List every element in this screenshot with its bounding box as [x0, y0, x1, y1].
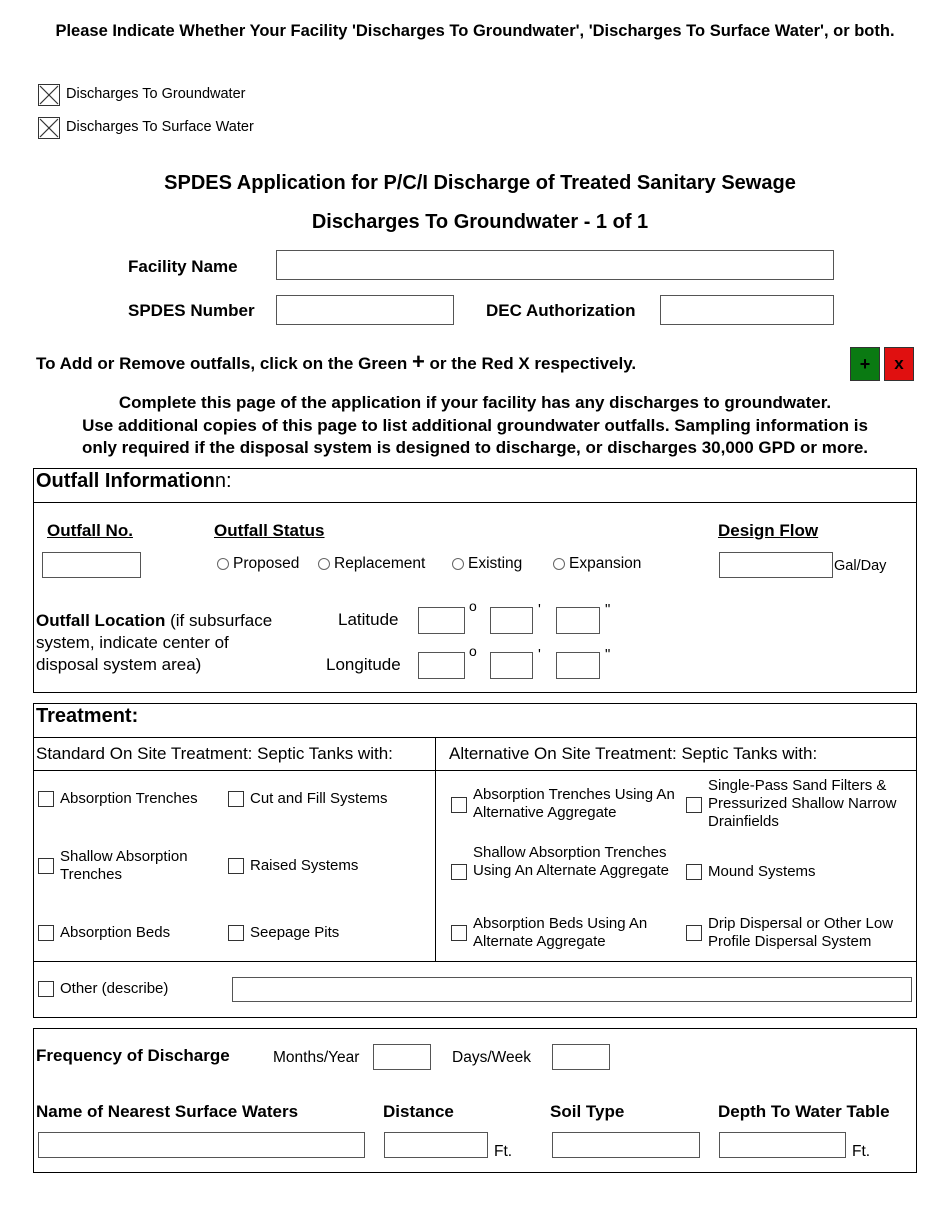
nearest-waters-label: Name of Nearest Surface Waters [36, 1102, 299, 1121]
longitude-label: Longitude [326, 655, 401, 674]
cut-and-fill-checkbox[interactable] [228, 791, 244, 807]
days-week-input[interactable] [552, 1044, 610, 1070]
sand-filters-checkbox[interactable] [686, 797, 702, 813]
instruction-line: Use additional copies of this page to list additional groundwater outfalls. Sampling information is [82, 415, 868, 435]
latitude-seconds-input[interactable] [556, 607, 600, 634]
divider [33, 961, 917, 962]
column-divider [435, 737, 436, 961]
status-expansion-radio[interactable] [553, 558, 565, 570]
absorption-trenches-checkbox[interactable] [38, 791, 54, 807]
outfall-info-heading: Outfall Informationn: [36, 470, 232, 492]
page-subtitle: Discharges To Groundwater - 1 of 1 [311, 211, 649, 233]
checked-x-icon [39, 85, 59, 105]
months-year-input[interactable] [373, 1044, 431, 1070]
shallow-absorption-trenches-checkbox[interactable] [38, 858, 54, 874]
standard-treatment-heading: Standard On Site Treatment: Septic Tanks with: [36, 744, 393, 763]
outfall-no-input[interactable] [42, 552, 141, 578]
outfall-location-label: Outfall Location (if subsurface system, indicate center of disposal system area) [36, 611, 273, 674]
spdes-number-input[interactable] [276, 295, 454, 325]
minute-symbol: ' [538, 646, 541, 663]
minute-symbol: ' [538, 601, 541, 618]
status-replacement-radio[interactable] [318, 558, 330, 570]
alt-absorption-trenches-checkbox[interactable] [451, 797, 467, 813]
other-describe-input[interactable] [232, 977, 912, 1002]
depth-water-table-label: Depth To Water Table [718, 1102, 890, 1121]
instruction-line: Complete this page of the application if your facility has any discharges to groundwater. [118, 393, 832, 412]
add-outfall-button[interactable]: + [850, 347, 880, 381]
absorption-beds-checkbox[interactable] [38, 925, 54, 941]
spdes-number-label: SPDES Number [128, 301, 255, 320]
soil-type-input[interactable] [552, 1132, 700, 1158]
nearest-waters-input[interactable] [38, 1132, 365, 1158]
distance-label: Distance [383, 1102, 454, 1121]
days-week-label: Days/Week [452, 1049, 531, 1066]
facility-name-input[interactable] [276, 250, 834, 280]
degree-symbol: o [469, 643, 477, 659]
dec-authorization-input[interactable] [660, 295, 834, 325]
distance-ft-unit: Ft. [494, 1143, 513, 1160]
soil-type-label: Soil Type [550, 1102, 625, 1121]
divider [33, 502, 917, 503]
absorption-beds-label: Absorption Beds [60, 924, 171, 941]
second-symbol: " [605, 601, 611, 618]
outfall-instruction: To Add or Remove outfalls, click on the Green + or the Red X respectively. [36, 349, 637, 374]
instruction-line: only required if the disposal system is designed to discharge, or discharges 30,000 GPD or more. [81, 438, 869, 457]
raised-systems-label: Raised Systems [250, 857, 359, 874]
seepage-pits-label: Seepage Pits [250, 924, 340, 941]
page-title: SPDES Application for P/C/I Discharge of Treated Sanitary Sewage [164, 172, 796, 194]
longitude-degrees-input[interactable] [418, 652, 465, 679]
other-label: Other (describe) [60, 980, 169, 997]
mound-systems-checkbox[interactable] [686, 864, 702, 880]
remove-outfall-button[interactable]: x [884, 347, 914, 381]
sand-filters-label: Single-Pass Sand Filters & Pressurized Shallow Narrow Drainfields [708, 777, 897, 830]
alt-absorption-trenches-label: Absorption Trenches Using An Alternative Aggregate [473, 786, 675, 821]
status-existing-radio[interactable] [452, 558, 464, 570]
longitude-minutes-input[interactable] [490, 652, 533, 679]
status-proposed-label: Proposed [233, 555, 300, 572]
degree-symbol: o [469, 598, 477, 614]
depth-ft-unit: Ft. [852, 1143, 871, 1160]
latitude-minutes-input[interactable] [490, 607, 533, 634]
absorption-trenches-label: Absorption Trenches [60, 790, 198, 807]
gal-day-unit: Gal/Day [834, 558, 887, 574]
alt-absorption-beds-checkbox[interactable] [451, 925, 467, 941]
seepage-pits-checkbox[interactable] [228, 925, 244, 941]
alt-shallow-trenches-label: Shallow Absorption Trenches Using An Alternate Aggregate [473, 844, 669, 879]
status-proposed-radio[interactable] [217, 558, 229, 570]
alt-absorption-beds-label: Absorption Beds Using An Alternate Aggregate [473, 915, 648, 950]
surface-water-label: Discharges To Surface Water [66, 119, 254, 135]
other-checkbox[interactable] [38, 981, 54, 997]
groundwater-checkbox[interactable] [38, 84, 60, 106]
months-year-label: Months/Year [273, 1049, 360, 1066]
groundwater-label: Discharges To Groundwater [66, 86, 246, 102]
outfall-status-label: Outfall Status [214, 521, 325, 540]
latitude-label: Latitude [338, 610, 399, 629]
status-existing-label: Existing [468, 555, 523, 572]
status-expansion-label: Expansion [569, 555, 642, 572]
alternative-treatment-heading: Alternative On Site Treatment: Septic Tanks with: [449, 744, 818, 763]
divider [33, 737, 917, 738]
outfall-no-label: Outfall No. [47, 521, 133, 540]
mound-systems-label: Mound Systems [708, 863, 816, 880]
depth-water-table-input[interactable] [719, 1132, 846, 1158]
divider [33, 770, 917, 771]
latitude-degrees-input[interactable] [418, 607, 465, 634]
alt-shallow-trenches-checkbox[interactable] [451, 864, 467, 880]
surface-water-checkbox[interactable] [38, 117, 60, 139]
second-symbol: " [605, 646, 611, 663]
checked-x-icon [39, 118, 59, 138]
longitude-seconds-input[interactable] [556, 652, 600, 679]
frequency-label: Frequency of Discharge [36, 1046, 230, 1065]
design-flow-input[interactable] [719, 552, 833, 578]
top-prompt: Please Indicate Whether Your Facility 'Discharges To Groundwater', 'Discharges To Surface Water', or both. [55, 22, 895, 40]
facility-name-label: Facility Name [128, 257, 238, 276]
raised-systems-checkbox[interactable] [228, 858, 244, 874]
status-replacement-label: Replacement [334, 555, 426, 572]
distance-input[interactable] [384, 1132, 488, 1158]
shallow-absorption-trenches-label: Shallow Absorption Trenches [60, 848, 188, 883]
instructions [0, 392, 950, 460]
drip-dispersal-checkbox[interactable] [686, 925, 702, 941]
treatment-heading: Treatment: [36, 705, 139, 727]
design-flow-label: Design Flow [718, 521, 819, 540]
drip-dispersal-label: Drip Dispersal or Other Low Profile Dispersal System [708, 915, 894, 950]
dec-authorization-label: DEC Authorization [486, 301, 636, 320]
cut-and-fill-label: Cut and Fill Systems [250, 790, 388, 807]
